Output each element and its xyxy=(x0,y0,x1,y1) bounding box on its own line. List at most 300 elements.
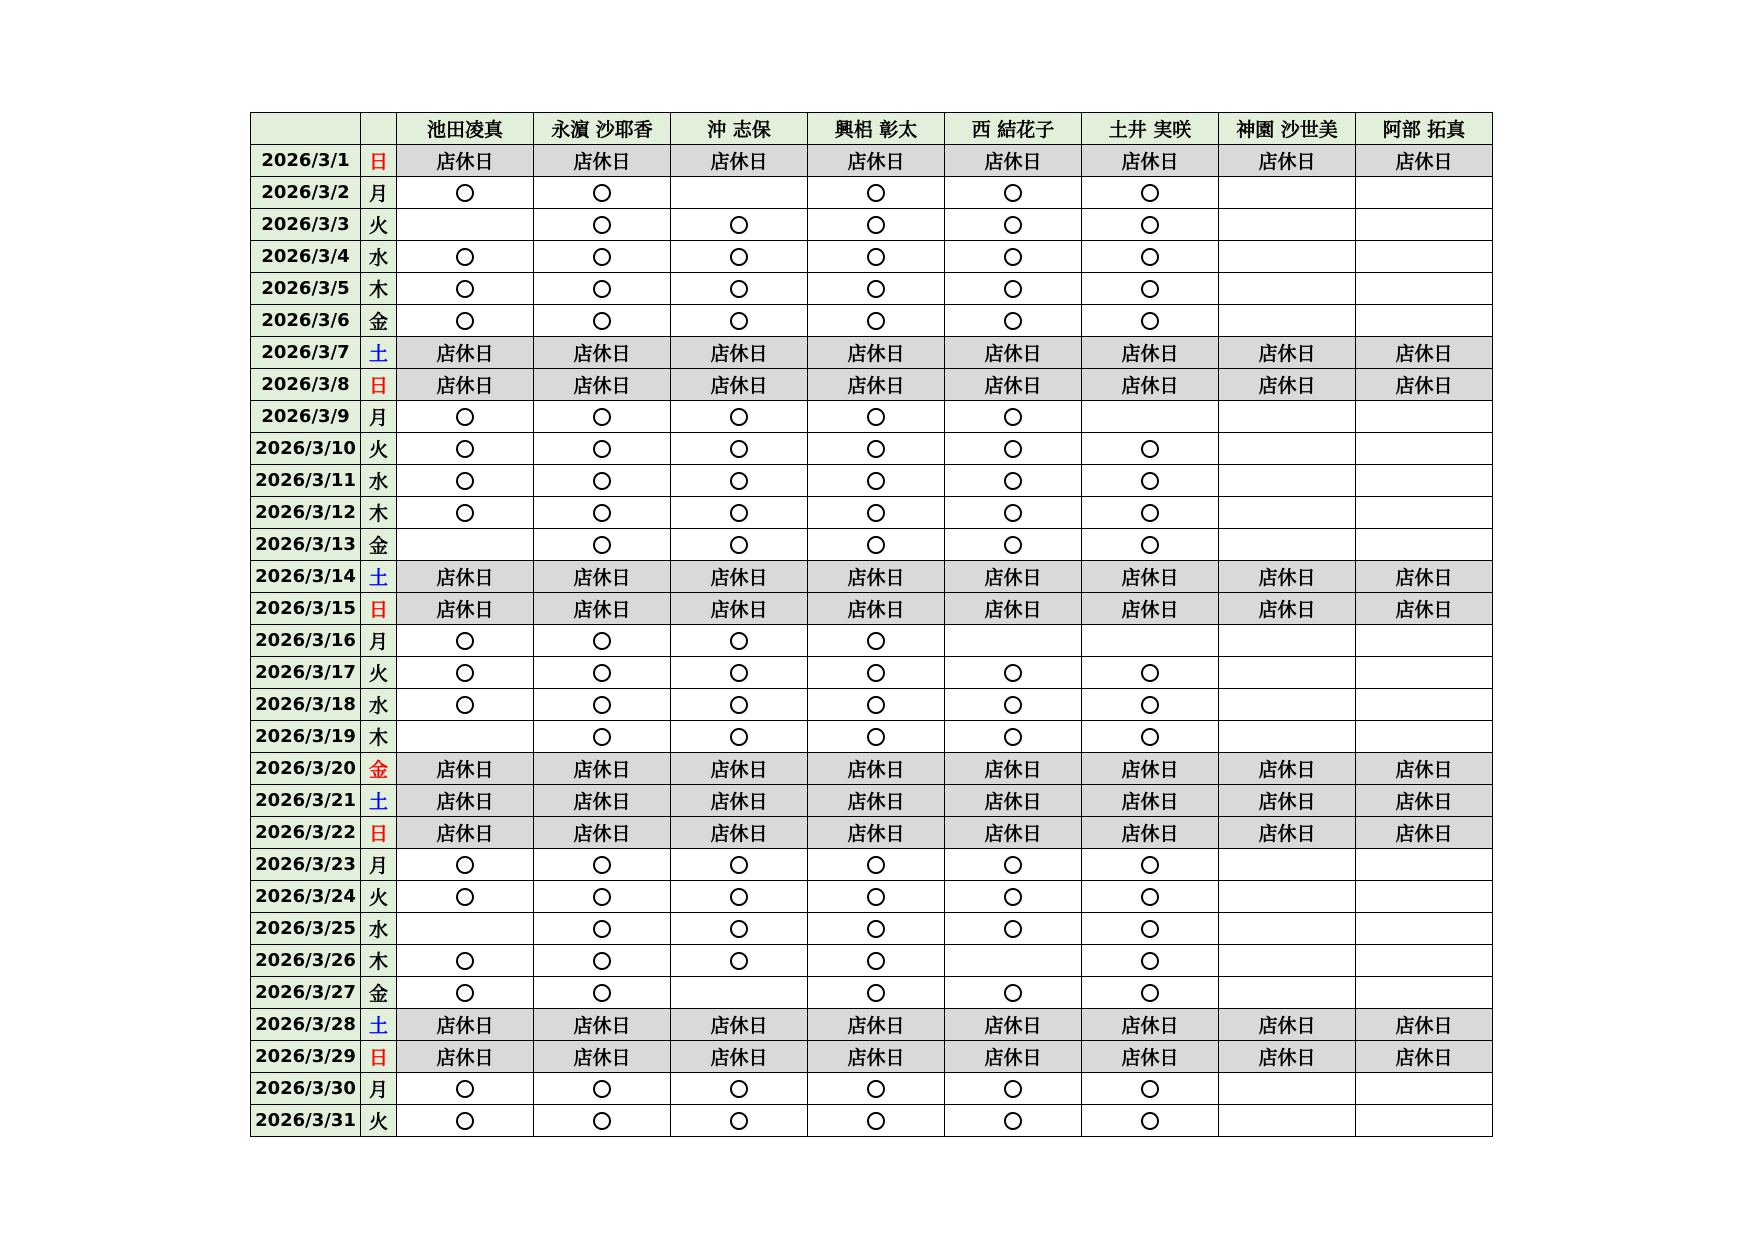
circle-mark-icon xyxy=(1004,696,1022,714)
date-cell: 2026/3/9 xyxy=(251,401,361,433)
date-cell: 2026/3/11 xyxy=(251,465,361,497)
shift-cell xyxy=(945,529,1082,561)
circle-mark-icon xyxy=(593,536,611,554)
closed-cell: 店休日 xyxy=(534,1009,671,1041)
circle-mark-icon xyxy=(593,216,611,234)
closed-cell: 店休日 xyxy=(808,753,945,785)
closed-cell: 店休日 xyxy=(1082,1009,1219,1041)
shift-cell xyxy=(945,977,1082,1009)
shift-cell xyxy=(945,209,1082,241)
date-cell: 2026/3/14 xyxy=(251,561,361,593)
table-row xyxy=(251,529,1493,561)
table-row xyxy=(251,913,1493,945)
circle-mark-icon xyxy=(730,408,748,426)
empty-cell xyxy=(1219,913,1356,945)
shift-cell xyxy=(1082,209,1219,241)
circle-mark-icon xyxy=(456,440,474,458)
shift-cell xyxy=(808,849,945,881)
circle-mark-icon xyxy=(867,728,885,746)
circle-mark-icon xyxy=(593,408,611,426)
date-cell: 2026/3/30 xyxy=(251,1073,361,1105)
shift-cell xyxy=(945,433,1082,465)
shift-cell xyxy=(808,945,945,977)
empty-cell xyxy=(1219,177,1356,209)
shift-cell xyxy=(671,849,808,881)
empty-cell xyxy=(1356,273,1493,305)
shift-cell xyxy=(945,177,1082,209)
shift-cell xyxy=(671,465,808,497)
shift-cell xyxy=(534,625,671,657)
weekday-cell: 日 xyxy=(361,593,397,625)
weekday-cell: 土 xyxy=(361,337,397,369)
circle-mark-icon xyxy=(867,664,885,682)
weekday-cell: 火 xyxy=(361,1105,397,1137)
empty-cell xyxy=(1219,849,1356,881)
closed-cell: 店休日 xyxy=(945,369,1082,401)
circle-mark-icon xyxy=(1141,696,1159,714)
shift-cell xyxy=(534,657,671,689)
closed-cell: 店休日 xyxy=(671,1009,808,1041)
circle-mark-icon xyxy=(593,312,611,330)
closed-cell: 店休日 xyxy=(671,561,808,593)
shift-cell xyxy=(534,849,671,881)
empty-cell xyxy=(1356,1073,1493,1105)
circle-mark-icon xyxy=(730,216,748,234)
circle-mark-icon xyxy=(1141,184,1159,202)
empty-cell xyxy=(1219,625,1356,657)
closed-cell: 店休日 xyxy=(1219,145,1356,177)
date-cell: 2026/3/17 xyxy=(251,657,361,689)
date-cell: 2026/3/24 xyxy=(251,881,361,913)
staff-header: 興梠 彰太 xyxy=(808,113,945,145)
empty-cell xyxy=(397,721,534,753)
circle-mark-icon xyxy=(1141,728,1159,746)
empty-cell xyxy=(1356,849,1493,881)
shift-cell xyxy=(1082,1105,1219,1137)
circle-mark-icon xyxy=(867,184,885,202)
shift-cell xyxy=(534,497,671,529)
shift-cell xyxy=(945,657,1082,689)
staff-header: 阿部 拓真 xyxy=(1356,113,1493,145)
circle-mark-icon xyxy=(456,1080,474,1098)
closed-cell: 店休日 xyxy=(397,369,534,401)
shift-cell xyxy=(671,529,808,561)
shift-cell xyxy=(808,177,945,209)
circle-mark-icon xyxy=(593,1112,611,1130)
circle-mark-icon xyxy=(730,504,748,522)
empty-cell xyxy=(1356,529,1493,561)
weekday-cell: 火 xyxy=(361,433,397,465)
shift-cell xyxy=(671,657,808,689)
closed-cell: 店休日 xyxy=(1356,1041,1493,1073)
closed-cell: 店休日 xyxy=(1356,785,1493,817)
closed-cell: 店休日 xyxy=(534,561,671,593)
table-row xyxy=(251,689,1493,721)
date-cell: 2026/3/2 xyxy=(251,177,361,209)
shift-cell xyxy=(534,305,671,337)
staff-header: 沖 志保 xyxy=(671,113,808,145)
shift-cell xyxy=(397,689,534,721)
weekday-cell: 火 xyxy=(361,209,397,241)
staff-header: 西 結花子 xyxy=(945,113,1082,145)
weekday-cell: 木 xyxy=(361,497,397,529)
circle-mark-icon xyxy=(867,280,885,298)
shift-cell xyxy=(534,913,671,945)
staff-header: 永濵 沙耶香 xyxy=(534,113,671,145)
empty-cell xyxy=(1219,881,1356,913)
empty-cell xyxy=(1356,913,1493,945)
empty-cell xyxy=(1356,721,1493,753)
closed-cell: 店休日 xyxy=(945,1009,1082,1041)
weekday-cell: 水 xyxy=(361,689,397,721)
circle-mark-icon xyxy=(867,1112,885,1130)
weekday-cell: 土 xyxy=(361,1009,397,1041)
closed-cell: 店休日 xyxy=(671,1041,808,1073)
circle-mark-icon xyxy=(730,920,748,938)
circle-mark-icon xyxy=(1004,1112,1022,1130)
shift-cell xyxy=(1082,305,1219,337)
table-row xyxy=(251,145,1493,177)
date-cell: 2026/3/10 xyxy=(251,433,361,465)
empty-cell xyxy=(1356,209,1493,241)
circle-mark-icon xyxy=(593,888,611,906)
circle-mark-icon xyxy=(593,504,611,522)
circle-mark-icon xyxy=(456,664,474,682)
empty-cell xyxy=(1219,209,1356,241)
date-cell: 2026/3/26 xyxy=(251,945,361,977)
empty-cell xyxy=(1356,305,1493,337)
closed-cell: 店休日 xyxy=(1219,1041,1356,1073)
closed-cell: 店休日 xyxy=(671,337,808,369)
circle-mark-icon xyxy=(867,536,885,554)
empty-cell xyxy=(1219,1073,1356,1105)
shift-cell xyxy=(1082,721,1219,753)
table-row xyxy=(251,1041,1493,1073)
circle-mark-icon xyxy=(1004,216,1022,234)
circle-mark-icon xyxy=(1004,280,1022,298)
table-row xyxy=(251,1105,1493,1137)
empty-cell xyxy=(1219,433,1356,465)
shift-cell xyxy=(397,657,534,689)
date-cell: 2026/3/18 xyxy=(251,689,361,721)
weekday-cell: 日 xyxy=(361,1041,397,1073)
shift-cell xyxy=(808,433,945,465)
weekday-cell: 水 xyxy=(361,465,397,497)
closed-cell: 店休日 xyxy=(1356,369,1493,401)
circle-mark-icon xyxy=(593,984,611,1002)
weekday-cell: 土 xyxy=(361,785,397,817)
circle-mark-icon xyxy=(867,504,885,522)
shift-cell xyxy=(671,913,808,945)
weekday-cell: 月 xyxy=(361,1073,397,1105)
circle-mark-icon xyxy=(456,280,474,298)
weekday-cell: 日 xyxy=(361,145,397,177)
closed-cell: 店休日 xyxy=(1219,561,1356,593)
closed-cell: 店休日 xyxy=(397,1041,534,1073)
table-row xyxy=(251,657,1493,689)
header-row xyxy=(251,113,1493,145)
circle-mark-icon xyxy=(1004,888,1022,906)
shift-cell xyxy=(808,881,945,913)
empty-cell xyxy=(1219,497,1356,529)
circle-mark-icon xyxy=(867,856,885,874)
shift-cell xyxy=(534,721,671,753)
shift-cell xyxy=(534,1073,671,1105)
circle-mark-icon xyxy=(730,696,748,714)
closed-cell: 店休日 xyxy=(1082,593,1219,625)
weekday-cell: 火 xyxy=(361,657,397,689)
shift-cell xyxy=(397,881,534,913)
weekday-cell: 月 xyxy=(361,401,397,433)
shift-cell xyxy=(534,689,671,721)
shift-cell xyxy=(945,913,1082,945)
weekday-cell: 土 xyxy=(361,561,397,593)
table-row xyxy=(251,593,1493,625)
circle-mark-icon xyxy=(730,632,748,650)
circle-mark-icon xyxy=(456,184,474,202)
weekday-cell: 月 xyxy=(361,849,397,881)
shift-cell xyxy=(808,497,945,529)
date-cell: 2026/3/4 xyxy=(251,241,361,273)
shift-cell xyxy=(1082,1073,1219,1105)
circle-mark-icon xyxy=(730,536,748,554)
closed-cell: 店休日 xyxy=(534,817,671,849)
closed-cell: 店休日 xyxy=(945,753,1082,785)
shift-cell xyxy=(945,241,1082,273)
circle-mark-icon xyxy=(593,248,611,266)
shift-cell xyxy=(1082,497,1219,529)
circle-mark-icon xyxy=(593,664,611,682)
header-dow-blank xyxy=(361,113,397,145)
date-cell: 2026/3/19 xyxy=(251,721,361,753)
circle-mark-icon xyxy=(1004,248,1022,266)
circle-mark-icon xyxy=(1004,728,1022,746)
shift-cell xyxy=(534,945,671,977)
circle-mark-icon xyxy=(1141,312,1159,330)
empty-cell xyxy=(397,529,534,561)
circle-mark-icon xyxy=(456,472,474,490)
weekday-cell: 金 xyxy=(361,529,397,561)
table-row xyxy=(251,177,1493,209)
shift-cell xyxy=(945,689,1082,721)
weekday-cell: 月 xyxy=(361,625,397,657)
closed-cell: 店休日 xyxy=(1356,337,1493,369)
shift-cell xyxy=(945,305,1082,337)
circle-mark-icon xyxy=(1004,536,1022,554)
circle-mark-icon xyxy=(1004,856,1022,874)
circle-mark-icon xyxy=(1141,984,1159,1002)
circle-mark-icon xyxy=(1141,440,1159,458)
table-row xyxy=(251,945,1493,977)
circle-mark-icon xyxy=(593,1080,611,1098)
circle-mark-icon xyxy=(1141,920,1159,938)
closed-cell: 店休日 xyxy=(1082,753,1219,785)
closed-cell: 店休日 xyxy=(1356,561,1493,593)
date-cell: 2026/3/28 xyxy=(251,1009,361,1041)
closed-cell: 店休日 xyxy=(397,785,534,817)
shift-cell xyxy=(671,273,808,305)
shift-cell xyxy=(808,977,945,1009)
circle-mark-icon xyxy=(1141,536,1159,554)
shift-cell xyxy=(945,1073,1082,1105)
circle-mark-icon xyxy=(456,312,474,330)
closed-cell: 店休日 xyxy=(534,753,671,785)
shift-cell xyxy=(671,209,808,241)
table-row xyxy=(251,625,1493,657)
circle-mark-icon xyxy=(1141,664,1159,682)
closed-cell: 店休日 xyxy=(808,593,945,625)
circle-mark-icon xyxy=(456,504,474,522)
shift-cell xyxy=(808,465,945,497)
closed-cell: 店休日 xyxy=(1356,817,1493,849)
closed-cell: 店休日 xyxy=(1219,785,1356,817)
circle-mark-icon xyxy=(593,952,611,970)
table-row xyxy=(251,817,1493,849)
closed-cell: 店休日 xyxy=(534,145,671,177)
closed-cell: 店休日 xyxy=(1356,593,1493,625)
date-cell: 2026/3/23 xyxy=(251,849,361,881)
circle-mark-icon xyxy=(593,280,611,298)
empty-cell xyxy=(1219,945,1356,977)
header-date-blank xyxy=(251,113,361,145)
shift-cell xyxy=(397,273,534,305)
shift-cell xyxy=(945,721,1082,753)
empty-cell xyxy=(397,209,534,241)
circle-mark-icon xyxy=(1004,920,1022,938)
empty-cell xyxy=(1082,401,1219,433)
empty-cell xyxy=(1356,625,1493,657)
weekday-cell: 木 xyxy=(361,273,397,305)
date-cell: 2026/3/7 xyxy=(251,337,361,369)
circle-mark-icon xyxy=(867,632,885,650)
circle-mark-icon xyxy=(730,856,748,874)
circle-mark-icon xyxy=(1004,184,1022,202)
circle-mark-icon xyxy=(593,472,611,490)
table-row xyxy=(251,849,1493,881)
circle-mark-icon xyxy=(456,984,474,1002)
shift-cell xyxy=(808,241,945,273)
shift-cell xyxy=(671,1105,808,1137)
staff-header: 土井 実咲 xyxy=(1082,113,1219,145)
shift-cell xyxy=(534,209,671,241)
weekday-cell: 水 xyxy=(361,913,397,945)
table-row xyxy=(251,273,1493,305)
date-cell: 2026/3/20 xyxy=(251,753,361,785)
table-row xyxy=(251,433,1493,465)
shift-cell xyxy=(534,401,671,433)
closed-cell: 店休日 xyxy=(808,817,945,849)
closed-cell: 店休日 xyxy=(671,593,808,625)
circle-mark-icon xyxy=(730,952,748,970)
weekday-cell: 金 xyxy=(361,753,397,785)
closed-cell: 店休日 xyxy=(1356,753,1493,785)
empty-cell xyxy=(1356,1105,1493,1137)
shift-cell xyxy=(397,945,534,977)
date-cell: 2026/3/21 xyxy=(251,785,361,817)
shift-cell xyxy=(534,273,671,305)
empty-cell xyxy=(945,945,1082,977)
table-row xyxy=(251,753,1493,785)
circle-mark-icon xyxy=(867,984,885,1002)
table-row xyxy=(251,209,1493,241)
shift-cell xyxy=(397,977,534,1009)
circle-mark-icon xyxy=(730,1112,748,1130)
circle-mark-icon xyxy=(730,440,748,458)
shift-cell xyxy=(808,721,945,753)
shift-cell xyxy=(808,689,945,721)
closed-cell: 店休日 xyxy=(671,753,808,785)
empty-cell xyxy=(1356,433,1493,465)
closed-cell: 店休日 xyxy=(808,1009,945,1041)
staff-header: 池田凌真 xyxy=(397,113,534,145)
closed-cell: 店休日 xyxy=(945,337,1082,369)
circle-mark-icon xyxy=(456,408,474,426)
empty-cell xyxy=(1219,529,1356,561)
circle-mark-icon xyxy=(593,696,611,714)
closed-cell: 店休日 xyxy=(671,817,808,849)
table-row xyxy=(251,1073,1493,1105)
circle-mark-icon xyxy=(867,472,885,490)
shift-cell xyxy=(671,1073,808,1105)
shift-cell xyxy=(671,689,808,721)
empty-cell xyxy=(1356,465,1493,497)
shift-cell xyxy=(534,241,671,273)
shift-cell xyxy=(534,977,671,1009)
empty-cell xyxy=(1219,305,1356,337)
closed-cell: 店休日 xyxy=(534,369,671,401)
shift-cell xyxy=(397,177,534,209)
closed-cell: 店休日 xyxy=(671,369,808,401)
circle-mark-icon xyxy=(730,248,748,266)
table-row xyxy=(251,401,1493,433)
circle-mark-icon xyxy=(1004,504,1022,522)
circle-mark-icon xyxy=(730,728,748,746)
shift-cell xyxy=(808,209,945,241)
closed-cell: 店休日 xyxy=(1082,817,1219,849)
closed-cell: 店休日 xyxy=(945,561,1082,593)
circle-mark-icon xyxy=(1141,888,1159,906)
shift-cell xyxy=(397,625,534,657)
circle-mark-icon xyxy=(593,184,611,202)
table-row xyxy=(251,1009,1493,1041)
empty-cell xyxy=(1219,721,1356,753)
shift-cell xyxy=(397,305,534,337)
shift-cell xyxy=(397,401,534,433)
date-cell: 2026/3/13 xyxy=(251,529,361,561)
shift-schedule-table xyxy=(250,112,1493,1137)
date-cell: 2026/3/15 xyxy=(251,593,361,625)
closed-cell: 店休日 xyxy=(808,561,945,593)
circle-mark-icon xyxy=(867,920,885,938)
circle-mark-icon xyxy=(593,632,611,650)
closed-cell: 店休日 xyxy=(534,1041,671,1073)
circle-mark-icon xyxy=(867,696,885,714)
weekday-cell: 木 xyxy=(361,721,397,753)
date-cell: 2026/3/5 xyxy=(251,273,361,305)
circle-mark-icon xyxy=(867,1080,885,1098)
circle-mark-icon xyxy=(1141,952,1159,970)
shift-cell xyxy=(397,1105,534,1137)
shift-cell xyxy=(671,401,808,433)
closed-cell: 店休日 xyxy=(1219,753,1356,785)
circle-mark-icon xyxy=(456,952,474,970)
shift-cell xyxy=(808,1073,945,1105)
closed-cell: 店休日 xyxy=(808,785,945,817)
closed-cell: 店休日 xyxy=(1082,369,1219,401)
circle-mark-icon xyxy=(456,888,474,906)
closed-cell: 店休日 xyxy=(945,593,1082,625)
shift-cell xyxy=(808,625,945,657)
